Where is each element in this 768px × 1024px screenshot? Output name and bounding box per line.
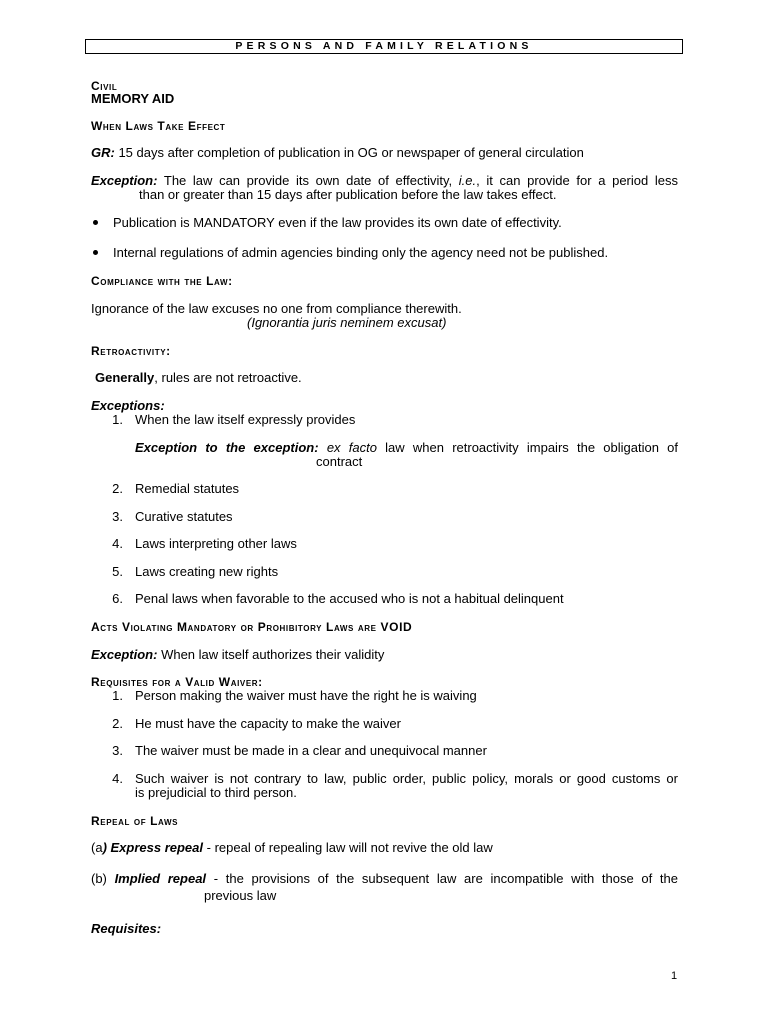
list-number: 3. [112, 743, 123, 758]
generally-paragraph [95, 371, 302, 385]
retro-item: Remedial statutes [135, 481, 240, 496]
exception-ie: i.e. [458, 173, 477, 188]
list-number: 1. [112, 688, 123, 703]
repeal-a-label: ) Express repeal [102, 840, 204, 855]
gr-text: 15 days after completion of publication in OG or newspaper of general circulation [114, 145, 584, 160]
repeal-b-label: Implied repeal [114, 871, 207, 886]
section-heading-acts-void: Acts Violating Mandatory or Prohibitory Laws are VOID [91, 620, 413, 634]
retro-item: Curative statutes [135, 509, 233, 524]
repeal-b-line2: previous law [204, 888, 277, 903]
list-number: 2. [112, 716, 123, 731]
exc-exc-text: law when retroactivity impairs the obligation of [376, 440, 679, 455]
page-number: 1 [671, 970, 678, 982]
waiver-item-4-line2: is prejudicial to third person. [135, 785, 297, 800]
subject-label: Civil [91, 79, 118, 93]
repeal-b-prefix: (b) [91, 871, 115, 886]
exception-paragraph-line2: than or greater than 15 days after publication before the law takes effect. [139, 187, 557, 202]
gr-label: GR: [91, 145, 115, 160]
repeal-a-text: - repeal of repealing law will not revive the old law [203, 840, 493, 855]
retro-item: Penal laws when favorable to the accused who is not a habitual delinquent [135, 591, 564, 606]
bullet-icon [93, 250, 98, 255]
page-header [85, 39, 683, 54]
exc-exc-line2: contract [316, 454, 363, 469]
exc-exc-label: Exception to the exception: [135, 440, 319, 455]
list-number: 3. [112, 509, 123, 524]
repeal-a-prefix: (a [91, 840, 103, 855]
bullet-item: Internal regulations of admin agencies binding only the agency need not be published. [113, 245, 609, 260]
retro-item-1: When the law itself expressly provides [135, 412, 356, 427]
retro-item: Laws creating new rights [135, 564, 279, 579]
exception-label: Exception: [91, 173, 158, 188]
header-title: PERSONS AND FAMILY RELATIONS [235, 40, 533, 52]
generally-text: , rules are not retroactive. [154, 370, 302, 385]
list-number: 1. [112, 412, 123, 427]
section-heading-retroactivity: Retroactivity: [91, 344, 171, 358]
section-heading-waiver: Requisites for a Valid Waiver: [91, 675, 263, 689]
waiver-item: The waiver must be made in a clear and unequivocal manner [135, 743, 487, 758]
waiver-item: He must have the capacity to make the waiver [135, 716, 401, 731]
list-number: 4. [112, 536, 123, 551]
list-number: 5. [112, 564, 123, 579]
document-subtitle: MEMORY AID [91, 91, 175, 106]
retro-item: Laws interpreting other laws [135, 536, 297, 551]
repeal-b-line1 [91, 872, 678, 886]
list-number: 4. [112, 771, 123, 786]
exception-text-a: The law can provide its own date of effectivity, [157, 173, 459, 188]
waiver-item: Such waiver is not contrary to law, public order, public policy, morals or good customs or [135, 771, 678, 786]
list-number: 2. [112, 481, 123, 496]
compliance-latin: (Ignorantia juris neminem excusat) [247, 315, 447, 330]
compliance-text: Ignorance of the law excuses no one from compliance therewith. [91, 301, 462, 316]
exception-text-b: , it can provide for a period less [476, 173, 678, 188]
generally-label: Generally [95, 370, 155, 385]
bullet-item: Publication is MANDATORY even if the law provides its own date of effectivity. [113, 215, 562, 230]
waiver-item: Person making the waiver must have the right he is waiving [135, 688, 477, 703]
exceptions-label: Exceptions: [91, 398, 165, 413]
section-heading-compliance: Compliance with the Law: [91, 274, 233, 288]
acts-exception-text: When law itself authorizes their validity [157, 647, 385, 662]
exc-exc-line1 [135, 441, 678, 455]
acts-void-exception [91, 648, 384, 662]
exception-paragraph-line1 [91, 174, 678, 188]
acts-exception-label: Exception: [91, 647, 158, 662]
gr-paragraph [91, 146, 584, 160]
requisites-label: Requisites: [91, 921, 162, 936]
section-heading-when-laws: When Laws Take Effect [91, 119, 226, 133]
repeal-b-text: - the provisions of the subsequent law are incompatible with those of the [206, 871, 678, 886]
exc-exc-italic: ex facto [326, 440, 377, 455]
repeal-a [91, 841, 493, 855]
bullet-icon [93, 220, 98, 225]
section-heading-repeal: Repeal of Laws [91, 814, 179, 828]
list-number: 6. [112, 591, 123, 606]
